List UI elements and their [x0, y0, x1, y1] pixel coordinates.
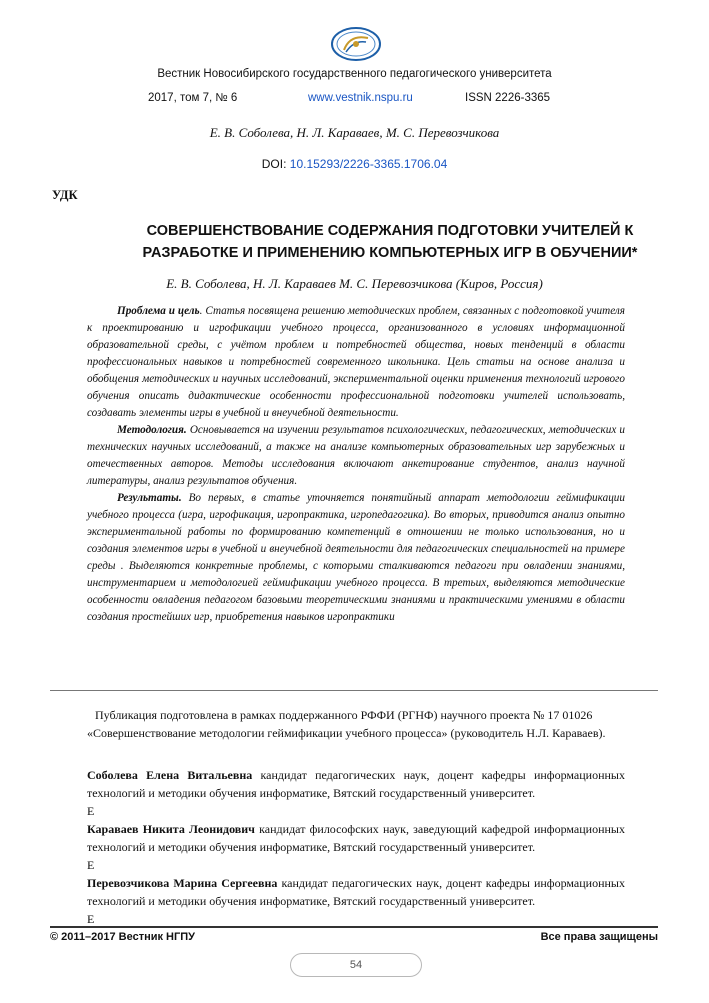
doi-link[interactable]: 10.15293/2226-3365.1706.04 — [289, 157, 448, 171]
funding-footnote: Публикация подготовлена в рамках поддержанного РФФИ (РГНФ) научного проекта № 17 01026 «Совершенствование методологии геймификации учебного процесса» (руководитель Н.Л. Караваев). — [87, 708, 606, 740]
abstract — [87, 303, 625, 626]
rights-reserved: Все права защищены — [540, 931, 658, 943]
author-email: E — [87, 858, 95, 872]
authors-affiliation: Е. В. Соболева, Н. Л. Караваев М. С. Перевозчикова (Киров, Россия) — [166, 276, 543, 291]
results-text: Во первых, в статье уточняется понятийный аппарат методологии геймификации учебного процесса (игра, игрофикация, игропрактика, игропедагогика). Во вторых, приводится анализ опытно экспериментальной работы по формированию компетенций в отношении не только использования, но и создания элементов игры в учебной и внеучебной деятельности для педагогических специальностей на примере среды . Выделяются конкретные проблемы, с которыми сталкиваются педагоги при овладении знаниями, инструментарием и методологией геймификации учебного процесса. В третьих, выделяются методические особенности овладения педагогом базовыми теоретическими знаниями и практическими умениями в области создания простейших игр, приобретения навыков игропрактики — [87, 492, 625, 623]
abstract-results — [87, 490, 625, 626]
author-bio-1 — [87, 766, 625, 820]
author-email: E — [87, 804, 95, 818]
author-details: кандидат педагогических наук, доцент кафедры информационных технологий и методики обучения информатике, Вятский государственный университет. — [87, 876, 625, 908]
journal-title: Вестник Новосибирского государственного педагогического университета — [157, 68, 552, 80]
results-heading: Результаты. — [117, 492, 182, 504]
copyright: © 2011–2017 Вестник НГПУ — [50, 931, 195, 943]
methodology-text: Основывается на изучении результатов психологических, педагогических, методических и технических научных исследований, а также на анализе компьютерных образовательных игр зарубежных и отечественных авторов. Методы исследования включают анкетирование студентов, анализ научной литературы, анализ результатов обучения. — [87, 424, 625, 487]
article-title: СОВЕРШЕНСТВОВАНИЕ СОДЕРЖАНИЯ ПОДГОТОВКИ УЧИТЕЛЕЙ К РАЗРАБОТКЕ И ПРИМЕНЕНИЮ КОМПЬЮТЕРНЫХ ИГР В ОБУЧЕНИИ* — [142, 223, 638, 261]
divider — [50, 690, 658, 691]
footer-divider — [50, 926, 658, 928]
problem-heading: Проблема и цель — [117, 305, 200, 317]
journal-emblem-icon — [330, 26, 382, 62]
methodology-heading: Методология. — [117, 424, 187, 436]
author-details: кандидат философских наук, заведующий кафедрой информационных технологий и методики обучения информатике, Вятский государственный университет. — [87, 822, 625, 854]
abstract-problem — [87, 303, 625, 422]
issn: ISSN 2226-3365 — [465, 92, 551, 104]
author-name: Перевозчикова Марина Сергеевна — [87, 876, 278, 890]
udk-label: УДК — [52, 188, 78, 202]
page-number: 54 — [290, 953, 422, 977]
author-name: Караваев Никита Леонидович — [87, 822, 255, 836]
authors-header: Е. В. Соболева, Н. Л. Караваев, М. С. Перевозчикова — [209, 125, 500, 140]
issue-info: 2017, том 7, № 6 — [148, 92, 238, 104]
author-details: кандидат педагогических наук, доцент кафедры информационных технологий и методики обучения информатике, Вятский государственный университет. — [87, 768, 625, 800]
problem-text: . Статья посвящена решению методических проблем, связанных с подготовкой учителя к проектированию и игрофикации учебного процесса, организованного в условиях информационной образовательной среды, с учётом проблем и потребностей общества, новых тенденций в области профессиональных навыков и потребностей современного школьника. Цель статьи на основе анализа и обобщения методических и научных исследований, экспериментальной оценки применения технологий игрового обучения описать дидактические особенности профессиональной подготовки учителей использовать, создавать элементы игры в учебной и внеучебной деятельности. — [87, 305, 625, 419]
journal-website-link[interactable]: www.vestnik.nspu.ru — [308, 92, 413, 104]
abstract-methodology — [87, 422, 625, 490]
author-email: E — [87, 912, 95, 926]
author-bio-2 — [87, 820, 625, 874]
author-bio-3 — [87, 874, 625, 928]
doi-line — [0, 157, 709, 171]
doi-label: DOI: — [261, 157, 287, 171]
author-name: Соболева Елена Витальевна — [87, 768, 253, 782]
